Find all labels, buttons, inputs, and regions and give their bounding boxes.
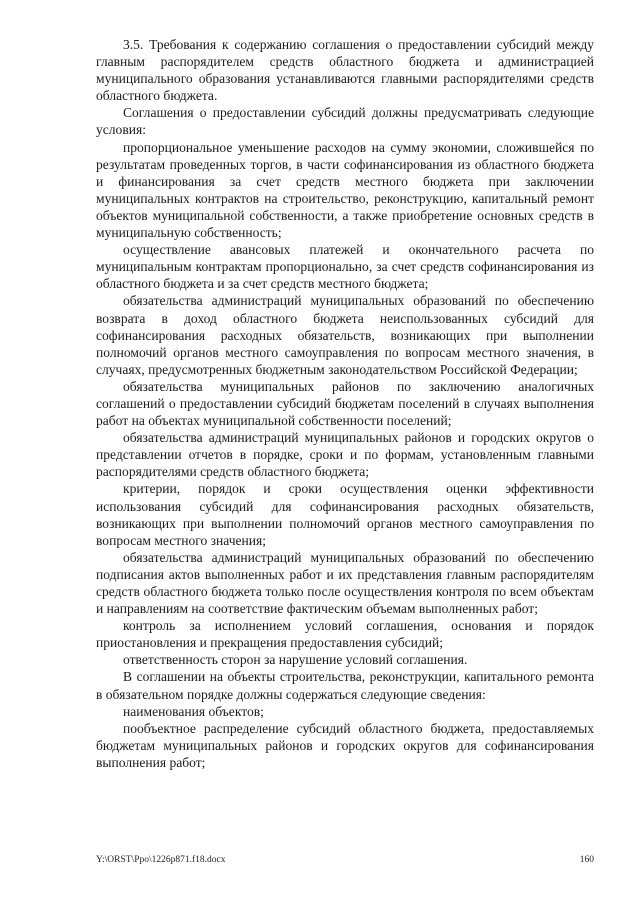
paragraph-economy-reduction: пропорциональное уменьшение расходов на сумму экономии, сложившейся по результатам проведенных торгов, в части софинансирования из областного бюджета и финансирования за счет средств местного бюджета при заключении муниципальных контрактов на строительство, реконструкцию, капитальный ремонт объектов муниципальной собственности, а также приобретение основных средств в муниципальную собственность; — [96, 139, 594, 241]
paragraph-3-5-heading: 3.5. Требования к содержанию соглашения о предоставлении субсидий между главным распорядителем средств областного бюджета и администрацией муниципального образования устанавливаются главными распорядителями средств областного бюджета. — [96, 37, 594, 104]
paragraph-responsibility: ответственность сторон за нарушение условий соглашения. — [123, 652, 468, 668]
paragraph-reporting-obligations: обязательства администраций муниципальных районов и городских округов о представлении отчетов в порядке, сроки и по формам, установленным главными распорядителями средств областного бюджета; — [96, 430, 594, 480]
paragraph-control: контроль за исполнением условий соглашения, основания и порядок приостановления и прекращения предоставления субсидий; — [96, 618, 594, 651]
paragraph-acts-signing: обязательства администраций муниципальных образований по обеспечению подписания актов выполненных работ и их представления главным распорядителям средств областного бюджета только после осуществления контроля по всем объектам и направлениям на соответствие фактическим объемам выполненных работ; — [96, 549, 594, 617]
paragraph-conditions-intro: Соглашения о предоставлении субсидий должны предусматривать следующие условия: — [96, 105, 594, 138]
paragraph-return-obligations: обязательства администраций муниципальных образований по обеспечению возврата в доход областного бюджета неиспользованных субсидий для софинансирования расходных обязательств, возникающих при выполнении полномочий органов местного самоуправления по вопросам местного значения, в случаях, предусмотренных бюджетным законодательством Российской Федерации; — [96, 293, 594, 377]
document-body — [96, 36, 594, 771]
page-number: 160 — [579, 855, 594, 865]
file-path: Y:\ORST\Ppo\1226p871.f18.docx — [96, 855, 226, 865]
paragraph-object-names: наименования объектов; — [123, 703, 264, 719]
paragraph-subsidy-distribution: пообъектное распределение субсидий областного бюджета, предоставляемых бюджетам муниципальных районов и городских округов для софинансирования выполнения работ; — [96, 720, 594, 770]
paragraph-construction-info: В соглашении на объекты строительства, реконструкции, капитального ремонта в обязательном порядке должны содержаться следующие сведения: — [96, 669, 594, 702]
paragraph-advance-payments: осуществление авансовых платежей и окончательного расчета по муниципальным контрактам пропорционально, за счет средств софинансирования из областного бюджета и за счет средств местного бюджета; — [96, 242, 594, 292]
paragraph-district-agreements: обязательства муниципальных районов по заключению аналогичных соглашений о предоставлении субсидий бюджетам поселений в случаях выполнения работ на объектах муниципальной собственности поселений; — [96, 378, 594, 429]
paragraph-efficiency-criteria: критерии, порядок и сроки осуществления оценки эффективности использования субсидий для софинансирования расходных обязательств, возникающих при выполнении полномочий органов местного самоуправления по вопросам местного значения; — [96, 481, 594, 548]
